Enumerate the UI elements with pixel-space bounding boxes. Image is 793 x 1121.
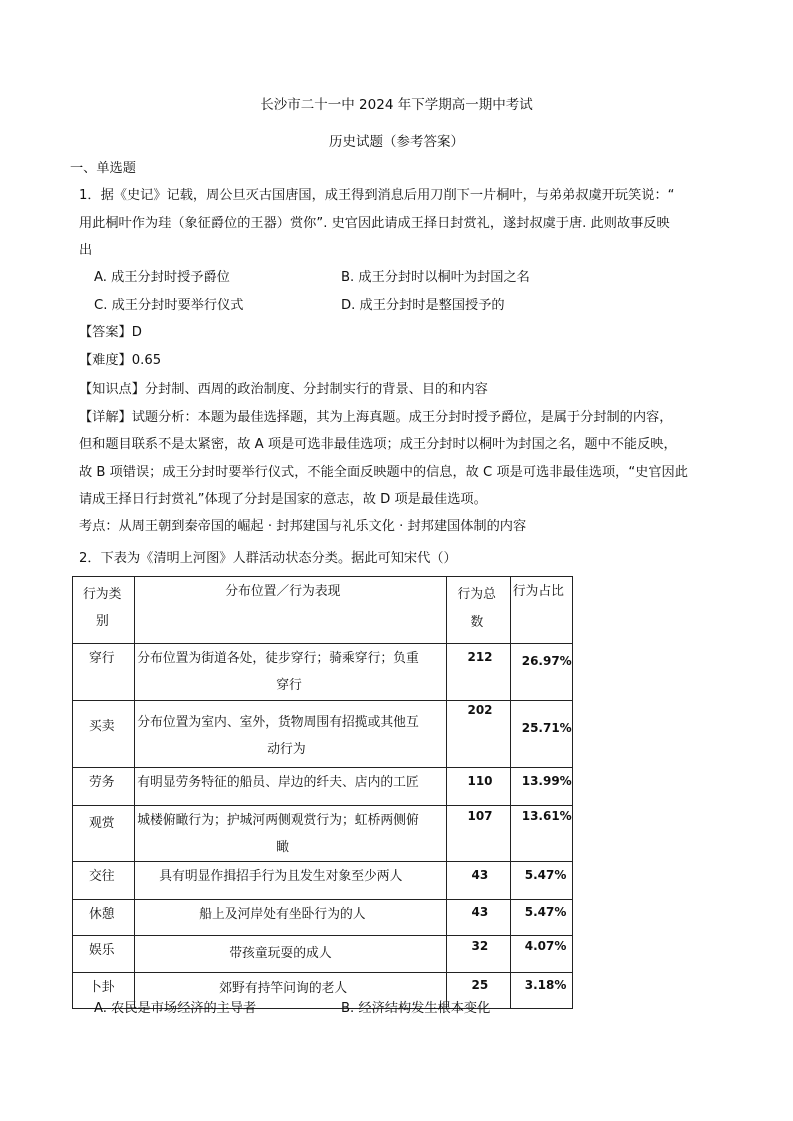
row-count: 202 bbox=[467, 703, 493, 717]
row-desc-line1: 分布位置为街道各处，徒步穿行；骑乘穿行；负重 bbox=[137, 651, 419, 666]
row-desc-line1: 郊野有持竿问询的老人 bbox=[219, 981, 348, 996]
table-row bbox=[73, 701, 573, 768]
row-type: 娱乐 bbox=[89, 943, 115, 958]
q1-option-d: D. 成王分封时是整国授予的 bbox=[341, 298, 505, 313]
row-ratio: 5.47% bbox=[524, 905, 567, 919]
row-type: 劳务 bbox=[89, 775, 115, 790]
table-header-row bbox=[73, 577, 573, 644]
q1-detail-line4: 请成王择日行封赏礼”体现了分封是国家的意志，故 D 项是最佳选项。 bbox=[79, 492, 487, 507]
row-desc-line2: 瞰 bbox=[276, 840, 290, 855]
header-count-line1: 行为总 bbox=[457, 587, 496, 602]
q2-option-a: A. 农民是市场经济的主导者 bbox=[94, 1001, 257, 1016]
q1-answer: 【答案】D bbox=[79, 325, 142, 340]
row-count: 212 bbox=[467, 650, 493, 664]
row-desc-line2: 穿行 bbox=[276, 678, 302, 693]
q2-stem: 2．下表为《清明上河图》人群活动状态分类。据此可知宋代（） bbox=[79, 551, 457, 566]
table-row bbox=[73, 806, 573, 862]
row-desc-line2: 动行为 bbox=[267, 742, 306, 757]
header-count-line2: 数 bbox=[470, 615, 484, 630]
row-desc-line1: 有明显劳务特征的船员、岸边的纤夫、店内的工匠 bbox=[137, 775, 419, 790]
table-row bbox=[73, 936, 573, 973]
header-description: 分布位置／行为表现 bbox=[225, 584, 341, 599]
q2-option-b: B. 经济结构发生根本变化 bbox=[341, 1001, 491, 1016]
q1-stem-line3: 出 bbox=[79, 243, 93, 258]
row-ratio: 13.61% bbox=[521, 809, 572, 823]
q1-option-a: A. 成王分封时授予爵位 bbox=[94, 270, 230, 285]
q1-detail-line2: 但和题目联系不是太紧密，故 A 项是可选非最佳选项；成王分封时以桐叶为封国之名，题中不能反映， bbox=[79, 437, 677, 452]
header-type-line2: 别 bbox=[96, 614, 109, 629]
row-ratio: 13.99% bbox=[521, 774, 572, 788]
q1-knowledge-point: 【知识点】分封制、西周的政治制度、分封制实行的背景、目的和内容 bbox=[79, 382, 488, 397]
table-row bbox=[73, 644, 573, 701]
row-desc-line1: 船上及河岸处有坐卧行为的人 bbox=[199, 907, 366, 922]
q1-exam-point: 考点：从周王朝到秦帝国的崛起 · 封邦建国与礼乐文化 · 封邦建国体制的内容 bbox=[79, 519, 527, 534]
row-type: 交往 bbox=[89, 869, 115, 884]
row-count: 110 bbox=[467, 774, 493, 788]
q1-option-b: B. 成王分封时以桐叶为封国之名 bbox=[341, 270, 530, 285]
row-ratio: 3.18% bbox=[524, 978, 567, 992]
q1-detail-line1: 【详解】试题分析：本题为最佳选择题，其为上海真题。成王分封时授予爵位，是属于分封制的内容， bbox=[79, 410, 673, 425]
row-count: 43 bbox=[471, 868, 489, 882]
row-ratio: 4.07% bbox=[524, 939, 567, 953]
q1-option-c: C. 成王分封时要举行仪式 bbox=[94, 298, 244, 313]
row-desc-line1: 分布位置为室内、室外，货物周围有招揽或其他互 bbox=[137, 715, 419, 730]
header-ratio: 行为占比 bbox=[512, 584, 564, 599]
section-heading: 一、单选题 bbox=[70, 161, 136, 176]
q1-stem-line1: 1．据《史记》记载，周公旦灭古国唐国，成王得到消息后用刀削下一片桐叶，与弟弟叔虞开玩笑说：“ bbox=[79, 188, 675, 203]
row-type: 休憩 bbox=[89, 907, 115, 922]
row-desc-line1: 城楼俯瞰行为；护城河两侧观赏行为；虹桥两侧俯 bbox=[137, 813, 419, 828]
q1-detail-line3: 故 B 项错误；成王分封时要举行仪式，不能全面反映题中的信息，故 C 项是可选非最佳选项，“史官因此 bbox=[79, 465, 688, 480]
row-type: 观赏 bbox=[89, 816, 115, 831]
document-title: 长沙市二十一中 2024 年下学期高一期中考试 bbox=[260, 97, 533, 113]
table-row bbox=[73, 862, 573, 900]
table-row bbox=[73, 900, 573, 936]
row-type: 穿行 bbox=[89, 651, 115, 666]
row-count: 32 bbox=[471, 939, 489, 953]
q1-stem-line2: 用此桐叶作为珪（象征爵位的王器）赏你”. 史官因此请成王择日封赏礼，遂封叔虞于唐. 此则故事反映 bbox=[79, 216, 670, 231]
q1-difficulty: 【难度】0.65 bbox=[79, 353, 162, 368]
document-subtitle: 历史试题（参考答案） bbox=[329, 134, 464, 150]
table-row bbox=[73, 768, 573, 806]
row-ratio: 26.97% bbox=[521, 654, 572, 668]
row-count: 107 bbox=[467, 809, 493, 823]
row-type: 卜卦 bbox=[89, 980, 115, 995]
row-desc-line1: 具有明显作揖招手行为且发生对象至少两人 bbox=[159, 869, 403, 884]
activity-table bbox=[72, 576, 573, 1009]
row-ratio: 5.47% bbox=[524, 868, 567, 882]
row-desc-line1: 带孩童玩耍的成人 bbox=[229, 946, 332, 961]
row-ratio: 25.71% bbox=[521, 721, 572, 735]
row-type: 买卖 bbox=[89, 719, 115, 734]
row-count: 25 bbox=[471, 978, 489, 992]
header-type-line1: 行为类 bbox=[83, 587, 122, 602]
row-count: 43 bbox=[471, 905, 489, 919]
